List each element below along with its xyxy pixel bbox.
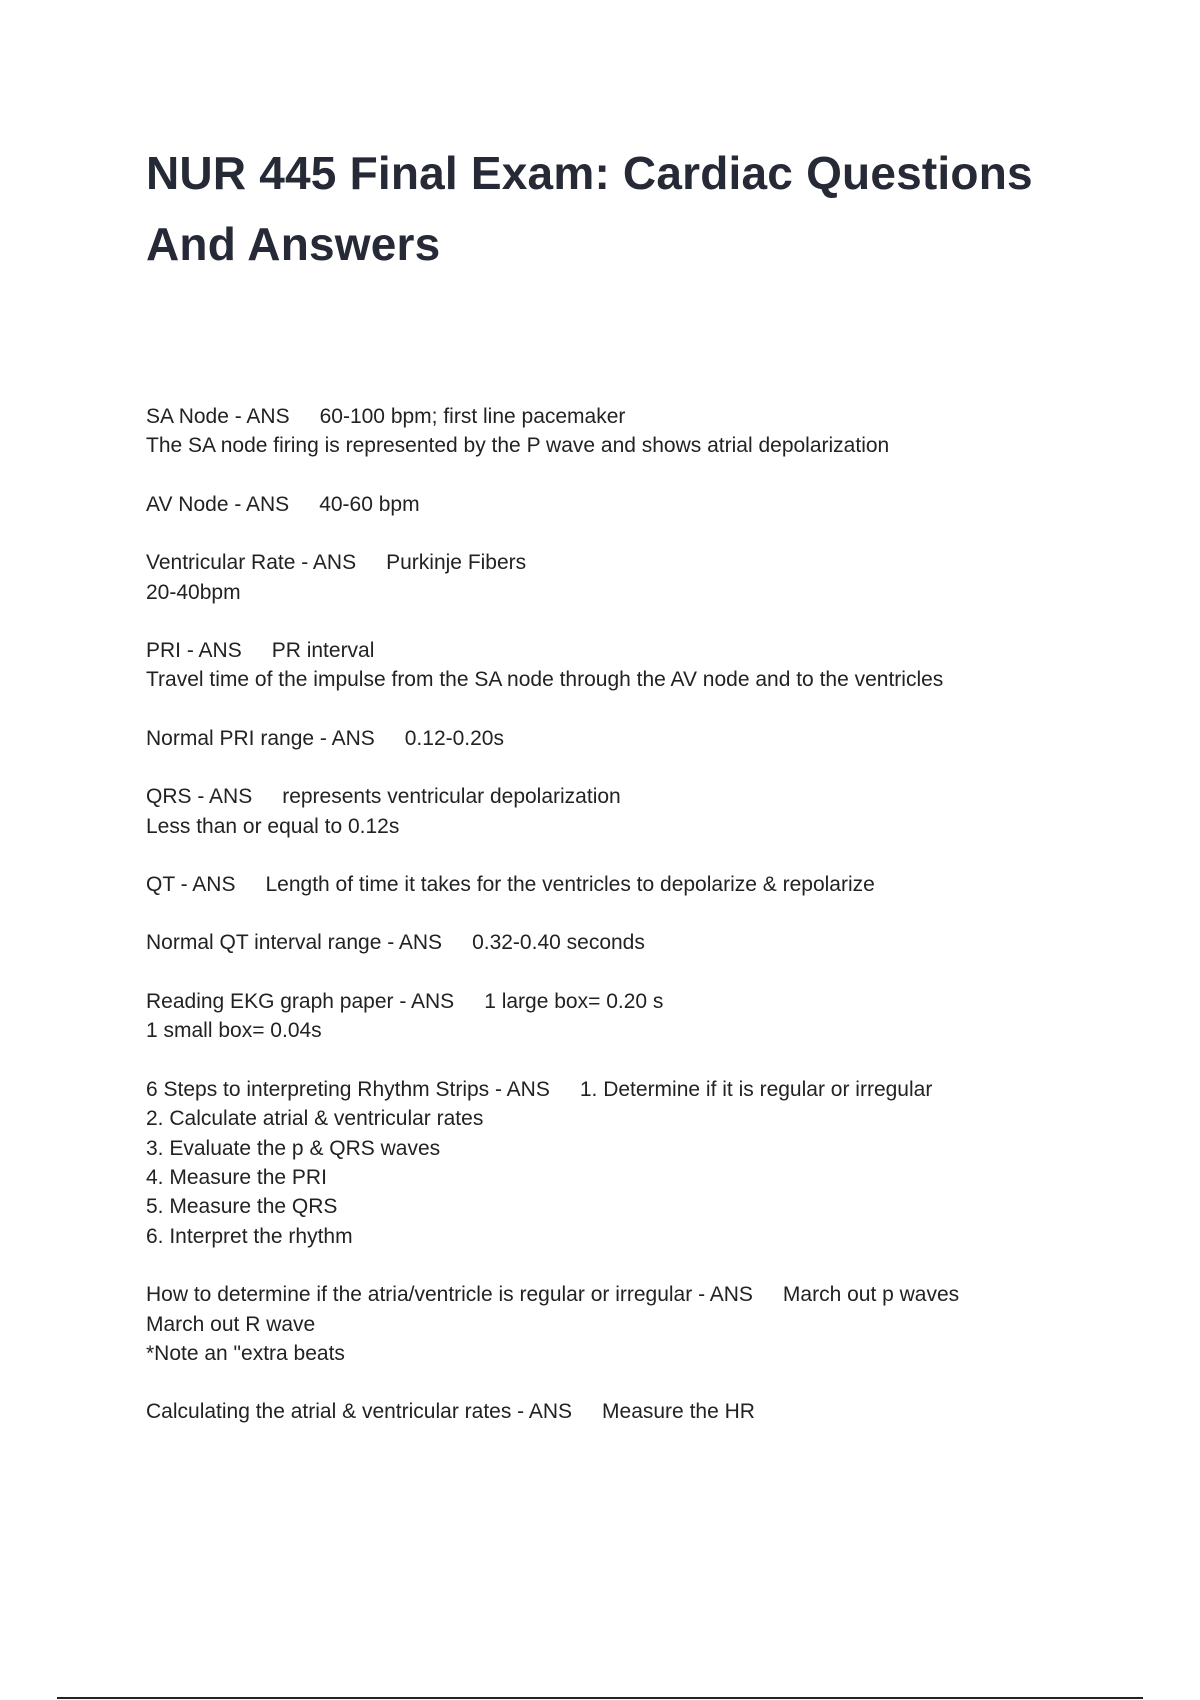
qa-item-sa-node <box>146 402 1106 461</box>
qa-extra-line: 4. Measure the PRI <box>146 1165 327 1189</box>
page-title: NUR 445 Final Exam: Cardiac Questions And Answers <box>146 147 1033 270</box>
qa-answer: Length of time it takes for the ventricles to depolarize & repolarize <box>265 873 875 897</box>
footer-divider <box>57 1697 1143 1699</box>
qa-term: Normal QT interval range <box>146 931 382 955</box>
qa-answer: 1 large box= 0.20 s <box>484 989 664 1013</box>
qa-extra-line: 2. Calculate atrial & ventricular rates <box>146 1107 484 1131</box>
qa-term: Calculating the atrial & ventricular rates <box>146 1400 512 1424</box>
qa-first-line <box>146 1075 1106 1104</box>
qa-answer: 40-60 bpm <box>319 492 420 516</box>
qa-answer: represents ventricular depolarization <box>282 785 621 809</box>
qa-term: Normal PRI range <box>146 726 315 750</box>
qa-extra-line: The SA node firing is represented by the P wave and shows atrial depolarization <box>146 434 890 458</box>
qa-separator: - ANS <box>295 551 357 575</box>
qa-first-line <box>146 782 1106 811</box>
qa-item-av-node <box>146 490 1106 519</box>
qa-answer: 0.32-0.40 seconds <box>472 931 645 955</box>
qa-first-line <box>146 548 1106 577</box>
qa-first-line <box>146 1397 1106 1426</box>
qa-answer: Purkinje Fibers <box>386 551 527 575</box>
qa-separator: - ANS <box>228 492 290 516</box>
qa-item-calculating-rates <box>146 1397 1106 1426</box>
qa-first-line <box>146 724 1106 753</box>
qa-answer: 0.12-0.20s <box>404 726 504 750</box>
qa-item-qrs <box>146 782 1106 841</box>
qa-first-line <box>146 636 1106 665</box>
qa-separator: - ANS <box>174 873 236 897</box>
qa-first-line <box>146 402 1106 431</box>
qa-separator: - ANS <box>381 931 443 955</box>
qa-item-normal-pri-range <box>146 724 1106 753</box>
qa-first-line <box>146 490 1106 519</box>
qa-item-qt <box>146 870 1106 899</box>
qa-item-pri <box>146 636 1106 695</box>
qa-item-regular-irregular <box>146 1280 1106 1368</box>
qa-answer: March out p waves <box>782 1283 960 1307</box>
qa-separator: - ANS <box>191 785 253 809</box>
qa-extra-line: 1 small box= 0.04s <box>146 1019 322 1043</box>
qa-extra-line: 20-40bpm <box>146 580 241 604</box>
qa-term: Reading EKG graph paper <box>146 989 394 1013</box>
qa-item-six-steps <box>146 1075 1106 1251</box>
qa-first-line <box>146 928 1106 957</box>
qa-list <box>146 402 1106 1456</box>
qa-separator: - ANS <box>489 1077 550 1101</box>
qa-extra-line: March out R wave <box>146 1312 316 1336</box>
qa-answer: 60-100 bpm; first line pacemaker <box>319 405 626 428</box>
qa-separator: - ANS <box>314 726 375 750</box>
qa-extra-line: 5. Measure the QRS <box>146 1195 338 1219</box>
qa-term: How to determine if the atria/ventricle is regular or irregular <box>146 1283 693 1307</box>
qa-extra-line: 6. Interpret the rhythm <box>146 1224 353 1248</box>
qa-extra-line: *Note an "extra beats <box>146 1341 345 1365</box>
qa-first-line <box>146 870 1106 899</box>
qa-separator: - ANS <box>393 989 455 1013</box>
qa-answer: Measure the HR <box>602 1400 755 1424</box>
qa-term: QT <box>146 873 175 897</box>
qa-term: SA Node <box>146 405 229 428</box>
qa-term: PRI <box>146 639 182 663</box>
qa-term: AV Node <box>146 492 229 516</box>
qa-separator: - ANS <box>692 1283 753 1307</box>
qa-extra-line: Travel time of the impulse from the SA node through the AV node and to the ventricles <box>146 668 944 692</box>
qa-extra-line: Less than or equal to 0.12s <box>146 814 400 838</box>
qa-term: Ventricular Rate <box>146 551 296 575</box>
qa-first-line <box>146 1280 1106 1309</box>
qa-answer: PR interval <box>271 639 375 663</box>
qa-term: QRS <box>146 785 192 809</box>
qa-item-normal-qt-range <box>146 928 1106 957</box>
qa-item-ventricular-rate <box>146 548 1106 607</box>
qa-answer: 1. Determine if it is regular or irregular <box>579 1077 933 1101</box>
qa-term: 6 Steps to interpreting Rhythm Strips <box>146 1077 490 1101</box>
qa-separator: - ANS <box>511 1400 573 1424</box>
qa-separator: - ANS <box>181 639 242 663</box>
qa-separator: - ANS <box>228 405 290 428</box>
qa-first-line <box>146 987 1106 1016</box>
qa-extra-line: 3. Evaluate the p & QRS waves <box>146 1136 441 1160</box>
qa-item-ekg-graph-paper <box>146 987 1106 1046</box>
